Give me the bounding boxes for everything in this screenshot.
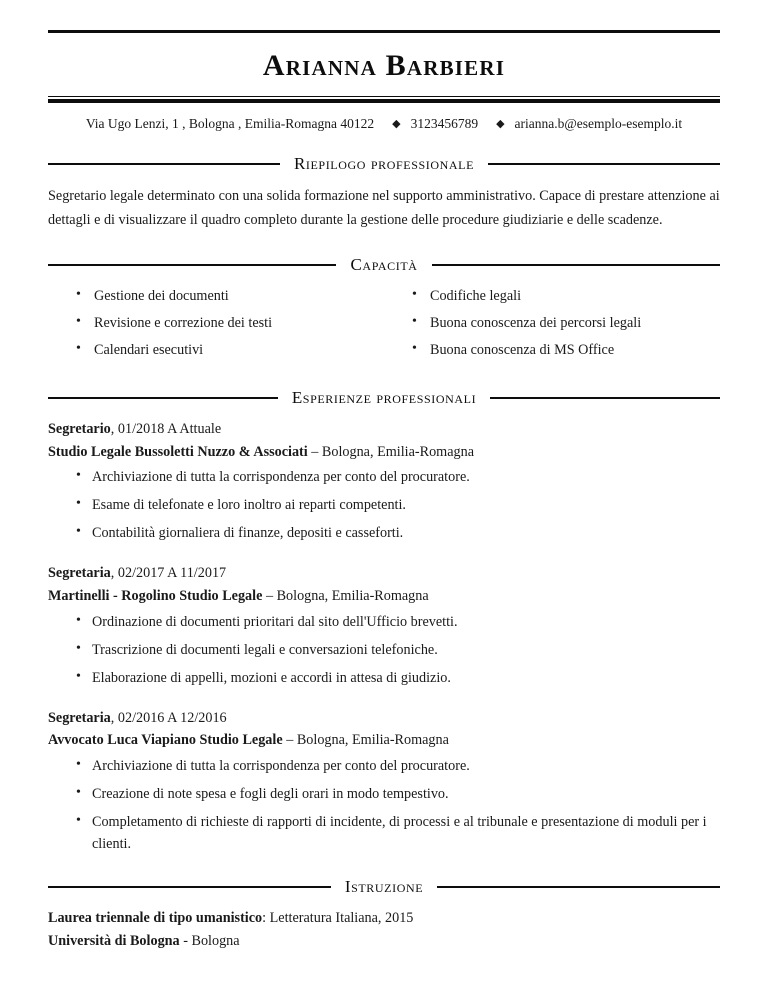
list-item: • Archiviazione di tutta la corrispondenza per conto del procuratore. xyxy=(72,466,720,488)
skills-list-right xyxy=(396,285,720,362)
job-location: – Bologna, Emilia-Romagna xyxy=(282,732,449,749)
job-dates: , 02/2017 A 11/2017 xyxy=(110,565,227,582)
job-dates: , 02/2016 A 12/2016 xyxy=(110,709,227,726)
section-rule-left xyxy=(48,264,336,266)
education-school-line xyxy=(48,930,720,953)
diamond-separator-icon: ◆ xyxy=(496,118,505,130)
education-degree: Laurea triennale di tipo umanistico xyxy=(48,910,263,927)
section-rule-right xyxy=(490,397,720,399)
contact-email: arianna.b@esemplo-esemplo.it xyxy=(514,116,683,131)
section-title-skills: Capacità xyxy=(350,254,418,274)
education-school: Università di Bologna xyxy=(48,933,180,950)
list-item: • Esame di telefonate e loro inoltro ai reparti competenti. xyxy=(72,494,720,516)
job-location: – Bologna, Emilia-Romagna xyxy=(262,588,429,604)
section-rule-right xyxy=(432,264,720,266)
section-rule-right xyxy=(488,163,720,165)
job-company-line xyxy=(48,441,720,464)
header-rule-thick xyxy=(48,99,720,103)
job-company: Avvocato Luca Viapiano Studio Legale xyxy=(48,732,283,749)
candidate-name: Arianna Barbieri xyxy=(262,49,506,82)
section-header-skills xyxy=(48,255,720,275)
job-location: – Bologna, Emilia-Romagna xyxy=(307,443,474,460)
section-header-education xyxy=(48,877,720,897)
header-double-rule xyxy=(48,96,720,103)
section-rule-left xyxy=(48,397,278,399)
job-role: Segretaria xyxy=(48,709,111,726)
list-item: • Completamento di richieste di rapporti di incidente, di processi e al tribunale e presentazione di moduli per i clienti. xyxy=(72,811,720,855)
list-item: • Trascrizione di documenti legali e conversazioni telefoniche. xyxy=(72,639,720,661)
list-item: • Contabilità giornaliera di finanze, depositi e casseforti. xyxy=(72,522,720,544)
list-item: • Archiviazione di tutta la corrispondenza per conto del procuratore. xyxy=(72,755,720,777)
job-bullets xyxy=(48,755,720,855)
list-item: • Buona conoscenza di MS Office xyxy=(408,339,720,362)
education-degree-line xyxy=(48,907,720,930)
job-company: Martinelli - Rogolino Studio Legale xyxy=(48,588,263,604)
education-field: : Letteratura Italiana, 2015 xyxy=(262,910,414,927)
job-role: Segretaria xyxy=(48,565,111,582)
section-title-education: Istruzione xyxy=(344,877,424,897)
list-item: • Buona conoscenza dei percorsi legali xyxy=(408,312,720,335)
experience-entry xyxy=(48,707,720,855)
job-role-line xyxy=(48,562,720,585)
contact-phone: 3123456789 xyxy=(410,116,479,131)
education-school-location: - Bologna xyxy=(179,933,240,950)
experience-entry xyxy=(48,562,720,688)
section-rule-left xyxy=(48,886,331,888)
list-item: • Creazione di note spesa e fogli degli orari in modo tempestivo. xyxy=(72,783,720,805)
job-role-line xyxy=(48,418,720,441)
job-bullets xyxy=(48,466,720,544)
list-item: • Calendari esecutivi xyxy=(72,339,384,362)
job-company-line xyxy=(48,585,720,608)
job-bullets xyxy=(48,611,720,689)
list-item: • Revisione e correzione dei testi xyxy=(72,312,384,335)
section-title-summary: Riepilogo professionale xyxy=(293,154,475,173)
header-top-rule xyxy=(48,30,720,33)
skills-list-left xyxy=(48,285,384,362)
section-rule-left xyxy=(48,163,280,165)
list-item: • Codifiche legali xyxy=(408,285,720,308)
job-dates: , 01/2018 A Attuale xyxy=(110,420,222,437)
section-rule-right xyxy=(437,886,720,888)
list-item: • Gestione dei documenti xyxy=(72,285,384,308)
section-header-summary xyxy=(48,154,720,174)
list-item: • Ordinazione di documenti prioritari dal sito dell'Ufficio brevetti. xyxy=(72,611,720,633)
skills-column-right xyxy=(384,285,720,366)
diamond-separator-icon: ◆ xyxy=(392,118,401,130)
skills-columns xyxy=(48,285,720,366)
section-title-experience: Esperienze professionali xyxy=(291,387,477,407)
skills-column-left xyxy=(48,285,384,366)
job-company: Studio Legale Bussoletti Nuzzo & Associati xyxy=(48,443,308,460)
experience-entry xyxy=(48,418,720,544)
job-company-line xyxy=(48,729,720,752)
job-role: Segretario xyxy=(48,420,111,437)
contact-line xyxy=(48,116,720,132)
job-role-line xyxy=(48,707,720,730)
section-header-experience xyxy=(48,388,720,408)
summary-text: Segretario legale determinato con una solida formazione nel supporto amministrativo. Capace di prestare attenzione ai dettagli e di visualizzare il quadro completo durante la gestione delle procedure giudiziarie e delle scadenze. xyxy=(48,188,720,229)
contact-address: Via Ugo Lenzi, 1 , Bologna , Emilia-Romagna 40122 xyxy=(85,116,375,131)
list-item: • Elaborazione di appelli, mozioni e accordi in attesa di giudizio. xyxy=(72,667,720,689)
